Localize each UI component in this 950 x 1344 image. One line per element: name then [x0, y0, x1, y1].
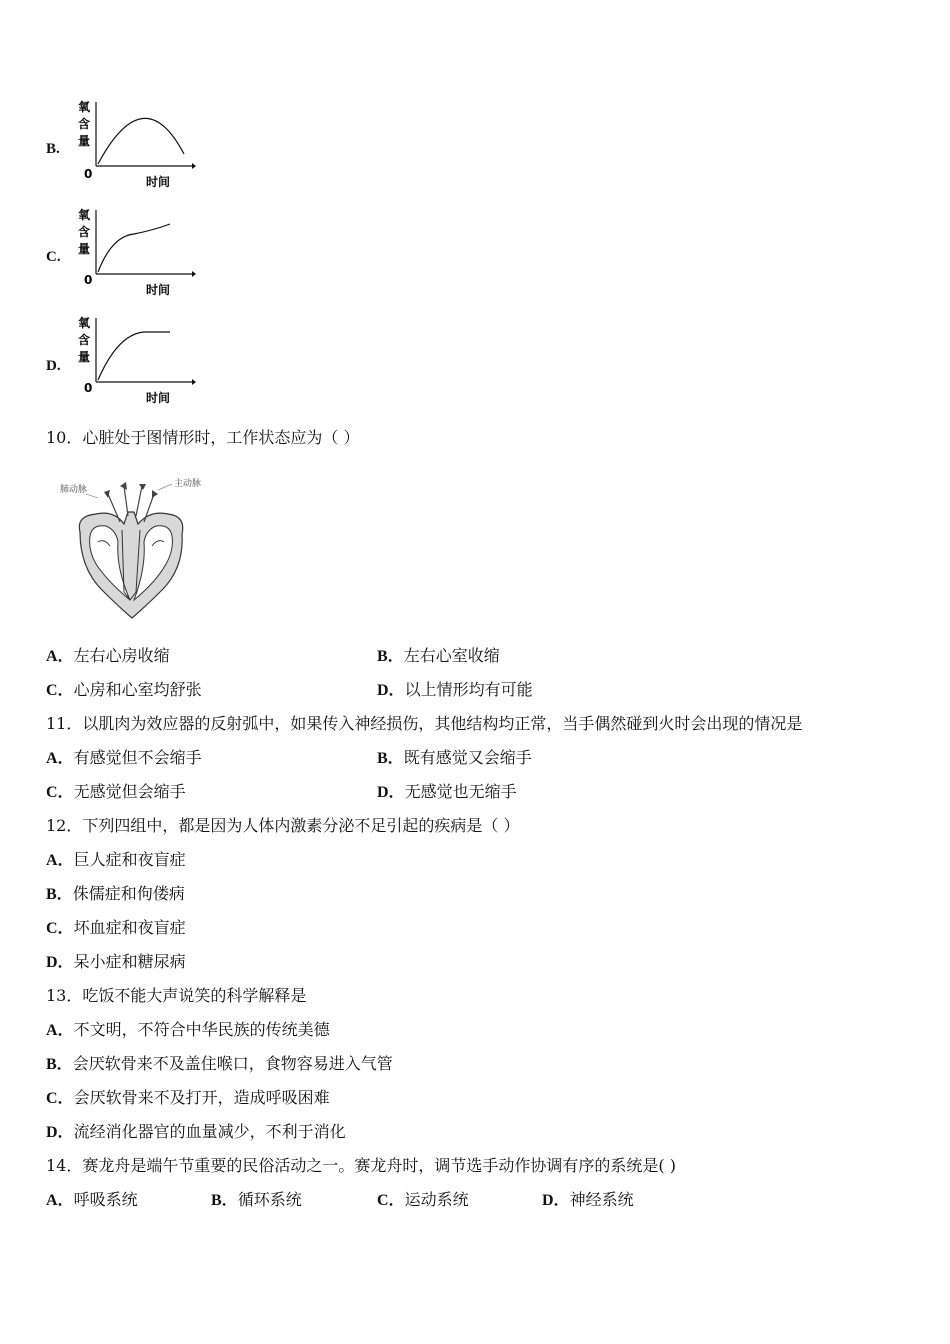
y-label-char: 含: [78, 225, 91, 239]
option-b-label: B.: [46, 141, 60, 157]
curve-rise-then-plateau: [98, 332, 170, 380]
q10-option-a[interactable]: A．左右心房收缩: [46, 646, 170, 665]
q11-option-a[interactable]: A．有感觉但不会缩手: [46, 748, 202, 767]
y-label-char: 量: [78, 134, 91, 148]
origin-label: 0: [84, 381, 93, 395]
pulmonary-artery-label: 肺动脉: [60, 485, 88, 495]
q11-option-d[interactable]: D．无感觉也无缩手: [377, 782, 517, 801]
q13-option-a[interactable]: A．不文明，不符合中华民族的传统美德: [46, 1020, 330, 1039]
q12-stem: 12．下列四组中，都是因为人体内激素分泌不足引起的疾病是（ ）: [46, 816, 520, 835]
q14-option-a[interactable]: A．呼吸系统: [46, 1190, 138, 1209]
q13-stem: 13．吃饭不能大声说笑的科学解释是: [46, 986, 307, 1005]
y-label-char: 氧: [78, 100, 91, 114]
y-label-char: 氧: [78, 208, 91, 222]
oxygen-graph-b: [74, 98, 204, 190]
oxygen-graph-c: [74, 206, 204, 298]
q13-option-d[interactable]: D．流经消化器官的血量减少，不利于消化: [46, 1122, 346, 1141]
y-label-char: 含: [78, 117, 91, 131]
origin-label: 0: [84, 167, 93, 181]
oxygen-graph-d: [74, 314, 204, 406]
option-d-label: D.: [46, 358, 61, 374]
heart-diagram: [58, 472, 218, 620]
x-label: 时间: [146, 175, 171, 189]
q10-option-d[interactable]: D．以上情形均有可能: [377, 680, 533, 699]
q12-option-d[interactable]: D．呆小症和糖尿病: [46, 952, 186, 971]
aorta-label: 主动脉: [174, 479, 202, 489]
q14-stem: 14．赛龙舟是端午节重要的民俗活动之一。赛龙舟时，调节选手动作协调有序的系统是( ): [46, 1156, 676, 1175]
curve-steady-rise: [98, 224, 170, 272]
q10-option-c[interactable]: C．心房和心室均舒张: [46, 680, 202, 699]
q13-option-c[interactable]: C．会厌软骨来不及打开，造成呼吸困难: [46, 1088, 330, 1107]
y-label-char: 氧: [78, 316, 91, 330]
q10-stem: 10．心脏处于图情形时，工作状态应为（ ）: [46, 428, 360, 447]
y-label-char: 量: [78, 242, 91, 256]
q14-option-c[interactable]: C．运动系统: [377, 1190, 469, 1209]
origin-label: 0: [84, 273, 93, 287]
q14-option-b[interactable]: B．循环系统: [211, 1190, 302, 1209]
q12-option-c[interactable]: C．坏血症和夜盲症: [46, 918, 186, 937]
y-label-char: 量: [78, 350, 91, 364]
y-label-char: 含: [78, 333, 91, 347]
q11-option-b[interactable]: B．既有感觉又会缩手: [377, 748, 532, 767]
q11-option-c[interactable]: C．无感觉但会缩手: [46, 782, 186, 801]
q11-stem: 11．以肌肉为效应器的反射弧中，如果传入神经损伤，其他结构均正常，当手偶然碰到火时会出现的情况是: [46, 714, 803, 733]
q10-option-b[interactable]: B．左右心室收缩: [377, 646, 500, 665]
option-c-label: C.: [46, 249, 61, 265]
x-label: 时间: [146, 391, 171, 405]
x-label: 时间: [146, 283, 171, 297]
curve-rise-then-fall: [98, 118, 184, 164]
q12-option-b[interactable]: B．侏儒症和佝偻病: [46, 884, 185, 903]
q14-option-d[interactable]: D．神经系统: [542, 1190, 634, 1209]
q13-option-b[interactable]: B．会厌软骨来不及盖住喉口，食物容易进入气管: [46, 1054, 393, 1073]
q12-option-a[interactable]: A．巨人症和夜盲症: [46, 850, 186, 869]
